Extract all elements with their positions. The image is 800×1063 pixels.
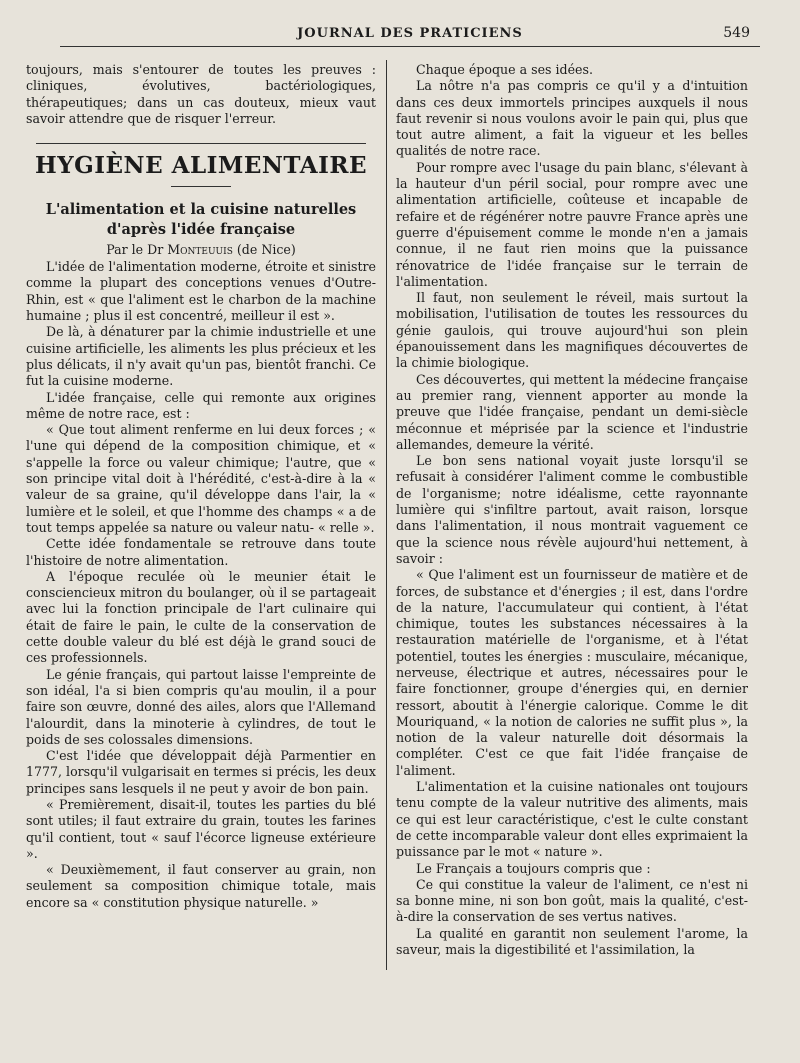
page-header xyxy=(60,22,760,47)
left-paragraph: L'idée de l'alimentation moderne, étroite et sinistre comme la plupart des conceptions venues d'Outre-Rhin, est « que l'aliment est le charbon de la machine humaine ; plus il est concentré, meilleur il est ». xyxy=(26,259,376,324)
page-number: 549 xyxy=(723,25,750,41)
right-paragraph: Il faut, non seulement le réveil, mais surtout la mobilisation, l'utilisation de toutes les ressources du génie gaulois, qui trouve aujourd'hui son plein épanouissement dans les magnifiques découvertes de la chimie biologique. xyxy=(396,290,748,371)
section-title: HYGIÈNE ALIMENTAIRE xyxy=(34,152,368,180)
left-paragraph: « Que tout aliment renferme en lui deux forces ; « l'une qui dépend de la composition chimique, et « s'appelle la force ou valeur chimique; l'autre, que « son principe vital doit à l'hérédité, c'est-à-dire à la « valeur de sa graine, qu'il développe dans l'air, la « lumière et le soleil, et que l'homme des champs « a de tout temps appelée sa nature ou valeur natu- « relle ». xyxy=(26,422,376,535)
right-column xyxy=(396,62,748,1052)
right-paragraph: Ces découvertes, qui mettent la médecine française au premier rang, viennent apporter au monde la preuve que l'idée française, pendant un demi-siècle méconnue et méprisée par la science et l'industrie allemandes, demeure la vérité. xyxy=(396,371,748,452)
continuation-paragraph: toujours, mais s'entourer de toutes les preuves : cliniques, évolutives, bactériologiques, thérapeutiques; dans un cas douteux, mieux vaut savoir attendre que de risquer l'erreur. xyxy=(26,62,376,126)
left-paragraph: « Premièrement, disait-il, toutes les parties du blé sont utiles; il faut extraire du grain, toutes les farines qu'il contient, tout « sauf l'écorce ligneuse extérieure ». xyxy=(26,796,376,861)
right-paragraph: Ce qui constitue la valeur de l'aliment, ce n'est ni sa bonne mine, ni son bon goût, mais la qualité, c'est-à-dire la conservation de ses vertus natives. xyxy=(396,876,748,925)
left-paragraph: A l'époque reculée où le meunier était le consciencieux mitron du boulanger, où il se partageait avec lui la fonction principale de l'art culinaire qui était de faire le pain, le culte de la conservation de cette double valeur du blé est déjà le grand souci de ces professionnels. xyxy=(26,568,376,666)
right-paragraph: L'alimentation et la cuisine nationales ont toujours tenu compte de la valeur nutritive des aliments, mais ce qui est leur caractéristique, c'est le culte constant de cette incomparable valeur dont elles exprimaient la puissance par le mot « nature ». xyxy=(396,779,748,860)
running-title: JOURNAL DES PRATICIENS xyxy=(297,26,523,41)
right-paragraph: Le bon sens national voyait juste lorsqu'il se refusait à considérer l'aliment comme le combustible de l'organisme; notre idéalisme, cette rayonnante lumière qui s'infiltre partout, avait raison, lorsque dans l'alimentation, il nous montrait vaguement ce que la science nous révèle aujourd'hui nettement, à savoir : xyxy=(396,453,748,566)
left-paragraph: C'est l'idée que développait déjà Parmentier en 1777, lorsqu'il vulgarisait en termes si précis, les deux principes sans lesquels il ne peut y avoir de bon pain. xyxy=(26,748,376,796)
right-paragraph: Chaque époque a ses idées. xyxy=(416,62,593,77)
article-title-line-1: L'alimentation et la cuisine naturelles xyxy=(45,201,357,219)
byline-suffix: (de Nice) xyxy=(236,242,296,258)
right-paragraph: La nôtre n'a pas compris ce qu'il y a d'intuition dans ces deux immortels principes auxquels il nous faut revenir si nous voulons avoir le pain qui, plus que tout autre aliment, a fait la vigueur et les belles qualités de notre race. xyxy=(396,78,748,159)
right-paragraph: La qualité en garantit non seulement l'arome, la saveur, mais la digestibilité et l'assimilation, la xyxy=(396,925,748,958)
left-column xyxy=(26,62,376,1052)
right-paragraph: Le Français a toujours compris que : xyxy=(416,860,651,876)
left-paragraph: Cette idée fondamentale se retrouve dans toute l'histoire de notre alimentation. xyxy=(26,536,376,568)
section-short-rule xyxy=(171,186,231,187)
right-paragraph: « Que l'aliment est un fournisseur de matière et de forces, de substance et d'énergies ; il est, dans l'ordre de la nature, l'accumulateur qui contient, à l'état chimique, toutes les substances nécessaires à la restauration matérielle de l'organisme, et à l'état potentiel, toutes les énergies : musculaire, mécanique, nerveuse, électrique et autres, nécessaires pour le faire fonctionner, groupe d'énergies qui, en dernier ressort, aboutit à l'énergie calorique. Comme le dit Mouriquand, « la notion de calories ne suffit plus », la notion de la valeur naturelle doit désormais la compléter. C'est ce que fait l'idée française de l'aliment. xyxy=(396,567,748,778)
byline-author: Monteuuis xyxy=(167,242,233,258)
byline-prefix: Par le Dr xyxy=(106,242,164,258)
article-title-line-2: d'après l'idée française xyxy=(106,221,296,239)
left-paragraph: De là, à dénaturer par la chimie industrielle et une cuisine artificielle, les aliments les plus précieux et les plus délicats, il n'y avait qu'un pas, bientôt franchi. Ce fut la cuisine moderne. xyxy=(26,324,376,389)
column-divider xyxy=(386,60,387,970)
byline xyxy=(26,241,376,258)
section-rule xyxy=(36,143,366,144)
right-paragraph: Pour rompre avec l'usage du pain blanc, s'élevant à la hauteur d'un péril social, pour rompre avec une alimentation artificielle, coûteuse et incapable de refaire et de régénérer notre pauvre France après une guerre d'épuisement comme le monde n'en a jamais connue, il ne faut rien moins que la puissance rénovatrice de l'idée française sur le terrain de l'alimentation. xyxy=(396,159,748,289)
left-paragraph: Le génie français, qui partout laisse l'empreinte de son idéal, l'a si bien compris qu'au moulin, il a pour faire son œuvre, donné des ailes, alors que l'Allemand l'alourdit, dans la minoterie à cylindres, de tout le poids de ses colossales dimensions. xyxy=(26,666,376,747)
left-paragraph: L'idée française, celle qui remonte aux origines même de notre race, est : xyxy=(26,389,376,421)
left-paragraph: « Deuxièmement, il faut conserver au grain, non seulement sa composition chimique totale, mais encore sa « constitution physique naturelle. » xyxy=(26,862,376,910)
